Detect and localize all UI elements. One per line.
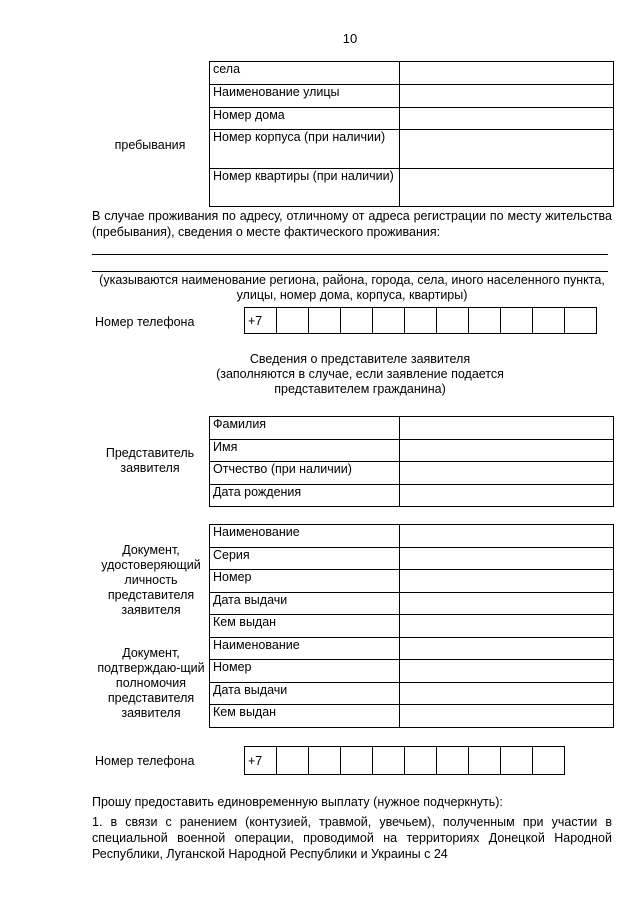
identity-doc-value-cell[interactable] (400, 525, 614, 548)
phone-digit-cell[interactable] (501, 308, 533, 334)
page-number: 10 (342, 31, 358, 46)
authority-doc-row-label: Дата выдачи (210, 683, 400, 705)
identity-doc-value-cell[interactable] (400, 570, 614, 593)
authority-doc-side-label: Документ, подтверждаю-щий полномочия представителя заявителя (97, 646, 205, 720)
residence-row-label: Номер квартиры (при наличии) (210, 169, 400, 207)
phone-digit-cell[interactable] (341, 308, 373, 334)
phone-digit-cell[interactable] (501, 747, 533, 775)
authority-doc-value-cell[interactable] (400, 705, 614, 728)
authority-doc-value-cell[interactable] (400, 638, 614, 660)
representative-row-label: Дата рождения (210, 485, 400, 507)
representative-value-cell[interactable] (400, 440, 614, 462)
phone-input-grid[interactable] (244, 307, 597, 334)
authority-doc-value-cell[interactable] (400, 660, 614, 683)
residence-row-label: Номер дома (210, 108, 400, 130)
residence-row-label: села (210, 62, 400, 85)
representative-value-cell[interactable] (400, 462, 614, 485)
residence-table (209, 61, 614, 207)
address-line-2[interactable] (92, 271, 608, 272)
phone-prefix: +7 (245, 308, 277, 334)
phone-digit-cell[interactable] (437, 747, 469, 775)
phone-digit-cell[interactable] (405, 308, 437, 334)
phone-digit-cell[interactable] (309, 308, 341, 334)
residence-value-cell[interactable] (400, 85, 614, 108)
phone-digit-cell[interactable] (341, 747, 373, 775)
request-text: Прошу предоставить единовременную выплату (нужное подчеркнуть): (92, 795, 503, 809)
residence-value-cell[interactable] (400, 130, 614, 169)
representative-row-label: Имя (210, 440, 400, 462)
residence-value-cell[interactable] (400, 108, 614, 130)
residence-row-label: Номер корпуса (при наличии) (210, 130, 400, 169)
identity-doc-row-label: Серия (210, 548, 400, 570)
documents-table (209, 524, 614, 728)
identity-doc-value-cell[interactable] (400, 615, 614, 638)
authority-doc-row-label: Номер (210, 660, 400, 683)
actual-residence-text: В случае проживания по адресу, отличному от адреса регистрации по месту жительства (пребывания), сведения о месте фактического проживания: (92, 209, 612, 239)
representative-side-label: Представитель заявителя (105, 446, 195, 475)
phone-digit-cell[interactable] (469, 747, 501, 775)
authority-doc-value-cell[interactable] (400, 683, 614, 705)
phone-digit-cell[interactable] (533, 747, 565, 775)
representative-phone-input-grid[interactable] (244, 746, 565, 775)
identity-doc-value-cell[interactable] (400, 593, 614, 615)
representative-heading-line: Сведения о представителе заявителя (249, 352, 471, 366)
phone-digit-cell[interactable] (373, 308, 405, 334)
representative-value-cell[interactable] (400, 485, 614, 507)
representative-phone-label: Номер телефона (95, 754, 195, 768)
address-line-1[interactable] (92, 254, 608, 255)
phone-digit-cell[interactable] (309, 747, 341, 775)
identity-doc-row-label: Дата выдачи (210, 593, 400, 615)
identity-doc-row-label: Наименование (210, 525, 400, 548)
authority-doc-row-label: Кем выдан (210, 705, 400, 728)
phone-label: Номер телефона (95, 315, 195, 329)
residence-row-label: Наименование улицы (210, 85, 400, 108)
authority-doc-row-label: Наименование (210, 638, 400, 660)
representative-heading (150, 352, 570, 397)
phone-digit-cell[interactable] (405, 747, 437, 775)
phone-digit-cell[interactable] (469, 308, 501, 334)
identity-doc-row-label: Кем выдан (210, 615, 400, 638)
representative-row-label: Отчество (при наличии) (210, 462, 400, 485)
representative-row-label: Фамилия (210, 417, 400, 440)
phone-digit-cell[interactable] (565, 308, 597, 334)
representative-table (209, 416, 614, 507)
representative-heading-line: (заполняются в случае, если заявление подается (216, 367, 504, 381)
residence-value-cell[interactable] (400, 169, 614, 207)
residence-side-label: пребывания (114, 138, 186, 152)
phone-prefix: +7 (245, 747, 277, 775)
phone-digit-cell[interactable] (277, 308, 309, 334)
identity-doc-row-label: Номер (210, 570, 400, 593)
identity-doc-side-label: Документ, удостоверяющий личность представителя заявителя (101, 543, 201, 617)
phone-digit-cell[interactable] (437, 308, 469, 334)
item-1-text[interactable]: 1. в связи с ранением (контузией, травмой, увечьем), полученным при участии в специальной военной операции, проводимой на территориях Донецкой Народной Республики, Луганской Народной Республики и Украины с 24 (92, 815, 612, 861)
phone-digit-cell[interactable] (533, 308, 565, 334)
phone-digit-cell[interactable] (277, 747, 309, 775)
representative-value-cell[interactable] (400, 417, 614, 440)
phone-digit-cell[interactable] (373, 747, 405, 775)
representative-heading-line: представителем гражданина) (274, 382, 446, 396)
residence-value-cell[interactable] (400, 62, 614, 85)
identity-doc-value-cell[interactable] (400, 548, 614, 570)
address-note: (указываются наименование региона, района, города, села, иного населенного пункта, улицы, номер дома, корпуса, квартиры) (99, 273, 605, 302)
